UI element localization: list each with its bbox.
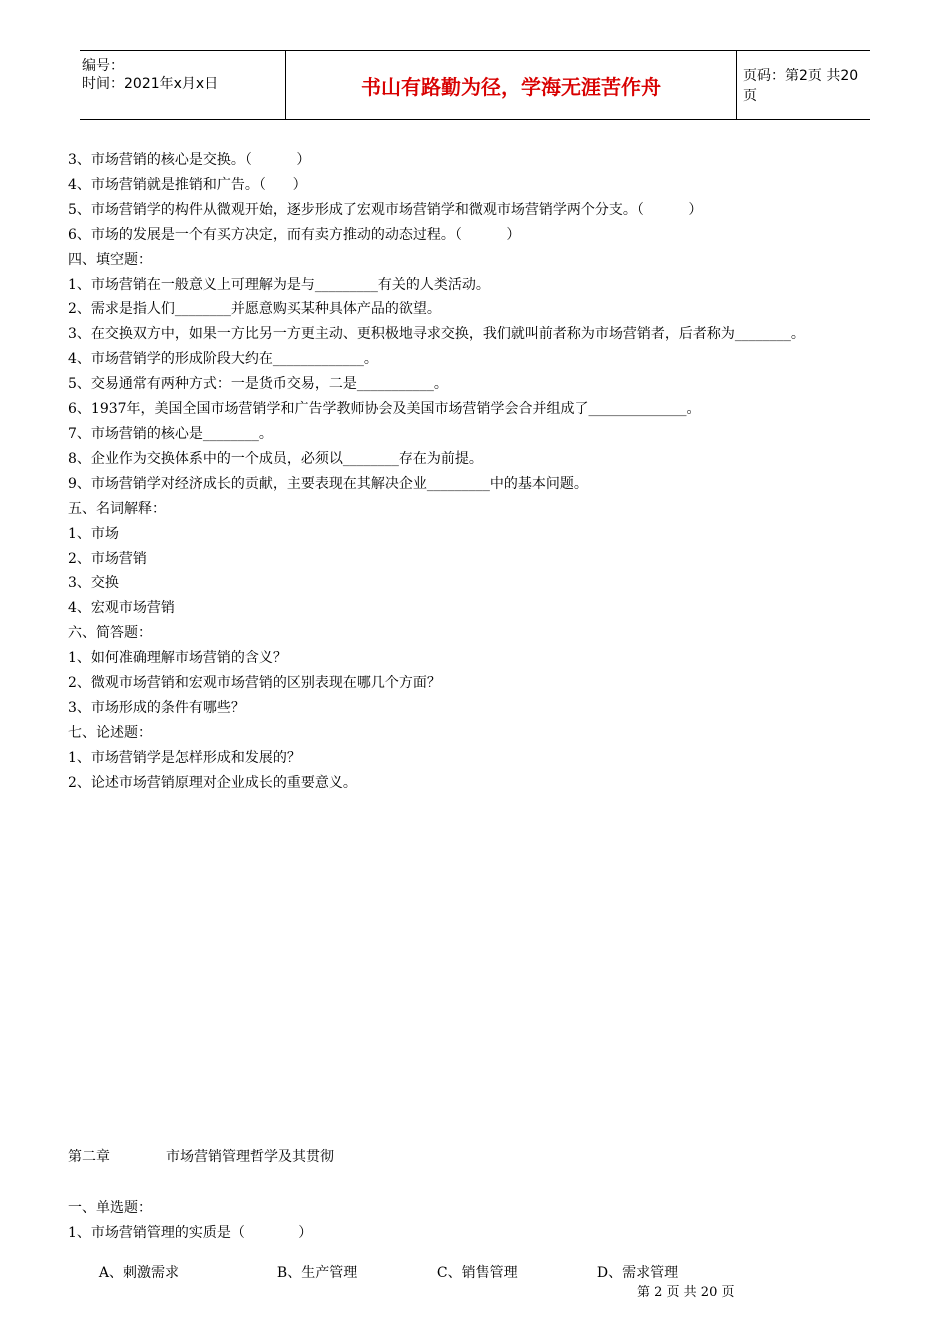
serial-number-label: 编号： [82, 58, 124, 74]
text-line: 8、企业作为交换体系中的一个成员，必须以________存在为前提。 [68, 450, 483, 467]
option-d: D、需求管理 [596, 1265, 679, 1281]
text-line: 2、微观市场营销和宏观市场营销的区别表现在哪几个方面？ [68, 675, 441, 692]
section-2 [68, 1196, 883, 1246]
option-a: A、刺激需求 [98, 1265, 180, 1281]
text-line: 3、在交换双方中，如果一方比另一方更主动、更积极地寻求交换，我们就叫前者称为市场营销者，后者称为________。 [68, 326, 805, 343]
text-line: 3、市场形成的条件有哪些？ [68, 699, 245, 716]
page-footer: 第 2 页 共 20 页 [637, 1285, 735, 1300]
question-list [68, 148, 883, 796]
text-line: 4、市场营销学的形成阶段大约在_____________。 [68, 351, 378, 368]
header-page-label: 页码：第2页 共20页 [743, 68, 859, 104]
section-heading: 七、论述题： [68, 724, 152, 741]
section-heading: 四、填空题： [68, 251, 152, 268]
section-heading: 五、名词解释： [68, 500, 166, 517]
text-line: 1、市场营销管理的实质是（ ） [68, 1225, 313, 1241]
chapter-heading [68, 1146, 334, 1166]
chapter-title: 市场营销管理哲学及其贯彻 [166, 1149, 334, 1165]
header-motto: 书山有路勤为径，学海无涯苦作舟 [285, 51, 737, 119]
time-label: 时间：2021年x月x日 [82, 76, 219, 92]
text-line: 1、市场 [68, 525, 119, 542]
text-line: 2、需求是指人们________并愿意购买某种具体产品的欲望。 [68, 301, 441, 318]
answer-options [90, 1246, 678, 1282]
text-line: 2、市场营销 [68, 550, 147, 567]
text-line: 1、市场营销在一般意义上可理解为是与_________有关的人类活动。 [68, 276, 490, 293]
text-line: 3、交换 [68, 575, 119, 592]
text-line: 4、市场营销就是推销和广告。（ ） [68, 176, 307, 193]
chapter-number: 第二章 [68, 1149, 110, 1165]
section-heading: 一、单选题： [68, 1200, 152, 1216]
text-line: 6、1937年，美国全国市场营销学和广告学教师协会及美国市场营销学会合并组成了______________。 [68, 401, 701, 418]
text-line: 1、如何准确理解市场营销的含义？ [68, 650, 287, 667]
page-header [80, 50, 870, 120]
text-line: 5、市场营销学的构件从微观开始，逐步形成了宏观市场营销学和微观市场营销学两个分支。（ ） [68, 201, 703, 218]
text-line: 6、市场的发展是一个有买方决定，而有卖方推动的动态过程。（ ） [68, 226, 521, 243]
text-line: 1、市场营销学是怎样形成和发展的？ [68, 749, 301, 766]
text-line: 3、市场营销的核心是交换。（ ） [68, 152, 311, 168]
header-meta-cell [80, 51, 285, 119]
section-heading: 六、简答题： [68, 625, 152, 642]
option-b: B、生产管理 [276, 1265, 358, 1281]
text-line: 7、市场营销的核心是________。 [68, 425, 273, 442]
option-c: C、销售管理 [436, 1265, 518, 1281]
text-line: 5、交易通常有两种方式：一是货币交易，二是___________。 [68, 376, 448, 393]
text-line: 9、市场营销学对经济成长的贡献，主要表现在其解决企业_________中的基本问题。 [68, 475, 588, 492]
text-line: 2、论述市场营销原理对企业成长的重要意义。 [68, 774, 357, 791]
text-line: 4、宏观市场营销 [68, 600, 175, 617]
